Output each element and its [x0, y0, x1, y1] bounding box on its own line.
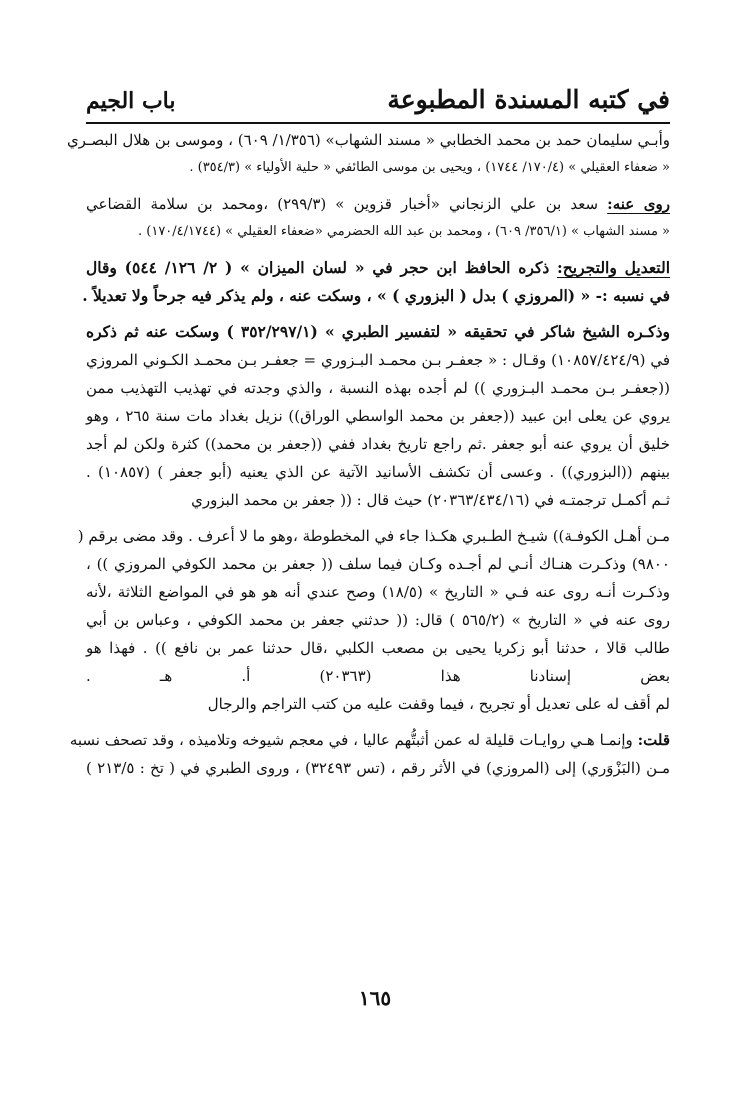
text-line: خليق أن يروي عنه أبو جعفر .ثم راجع تاريخ بغداد ففي ((جعفر بن محمد)) كثرة ولكن لم أجد — [86, 435, 670, 453]
text-line: لم أقف له على تعديل أو تجريح ، فيما وقفت عليه من كتب التراجم والرجال — [207, 695, 670, 713]
text-line: ٩٨٠٠) وذكـرت هنـاك أنـي لم أجـده وكـان فيما سلف (( جعفر بن محمد الكوفي المروزي )) ، — [86, 555, 670, 573]
text-line: مـن أهـل الكوفـة)) شيـخ الطـبري هكـذا جاء في المخطوطة ،وهو ما لا أعرف . وقد مضى برقم ( — [77, 527, 670, 545]
header-rule — [86, 122, 670, 124]
chapter-title: باب الجيم — [86, 88, 176, 114]
text-line: وذكـرت أنـه روى عنه فـي « التاريخ » (١٨/٥) وصح عندي أنه هو هو في المواضع الثلاثة ،لأنه — [86, 583, 670, 601]
text-line: مـن (البَزْوَري) إلى (المروزي) في الأثر رقم ، (تس ٣٢٤٩٣) ، وروى الطبري في ( تخ : ٢١٣/٥ ) — [86, 759, 670, 777]
text-line: طالب قالا ، حدثنا أبو زكريا يحيى بن مصعب الكلبي ،قال حدثنا عمر بن نافع )) . فهذا هو — [86, 639, 670, 657]
text-line: في (١٠٨٥٧/٤٢٤/٩) وقـال : « جعفـر بـن محمـد البـزوري = جعفـر بـن محمـد الكـوني المروزي — [86, 351, 670, 369]
text-line: قلت: وإنمـا هـي روايـات قليلة له عمن أثبتُّهم عاليا ، في معجم شيوخه وتلاميذه ، وقد تصحف نسبه — [69, 731, 670, 749]
text-line: روى عنه: سعد بن علي الزنجاني «أخبار قزوين » (٢٩٩/٣) ،ومحمد بن سلامة القضاعي — [86, 195, 670, 213]
text-line: التعديل والتجريح: ذكره الحافظ ابن حجر في « لسان الميزان » ( ٢/ ١٢٦/ ٥٤٤) وقال — [86, 258, 671, 277]
text-line: بعض إسنادنا هذا (٢٠٣٦٣) أ. هـ . — [86, 667, 670, 685]
page-body — [66, 126, 671, 810]
page-number: ١٦٥ — [358, 986, 392, 1010]
section-label: التعديل والتجريح: — [557, 258, 671, 277]
text-line: روى عنه في « التاريخ » (٥٦٥/٢ ) قال: (( حدثني جعفر بن محمد الكوفي ، وعباس بن أبي — [86, 611, 671, 629]
text-line: « مسند الشهاب » (٣٥٦/١/ ٦٠٩) ، ومحمد بن عبد الله الحضرمي «ضعفاء العقيلي » (١٧٠/٤/١٧٤٤) . — [138, 224, 670, 239]
text-line: ((جعفـر بـن محمـد البـزوري )) لم أجده بهذه النسبة ، والذي وجدته في تهذيب التهذيب ممن — [86, 379, 670, 397]
text-line: « ضعفاء العقيلي » (١٧٠/٤/ ١٧٤٤) ، ويحيى بن موسى الطائفي « حلية الأولياء » (٣٥٤/٣) . — [189, 160, 670, 175]
text-line — [86, 782, 670, 810]
text-line: ثـم أكمـل ترجمتـه في (٢٠٣٦٣/٤٣٤/١٦) حيث قال : (( جعفر بن محمد البزوري — [191, 491, 670, 509]
running-header — [86, 78, 670, 114]
text-line: وذكـره الشيخ شاكر في تحقيقه « لتفسير الطبري » (٣٥٢/٢٩٧/١ ) وسكت عنه ثم ذكره — [86, 322, 670, 341]
text-line: بينهم ((البزوري)) . وعسى أن تكشف الأسانيد الآتية عن الذي يعنيه (أبو جعفر ) (١٠٨٥٧) . — [86, 463, 670, 481]
section-label: روى عنه: — [607, 195, 670, 213]
text-line: في نسبه :- « (المروزي ) بدل ( البزوري ) » ، وسكت عنه ، ولم يذكر فيه جرحاً ولا تعديلاً . — [82, 286, 670, 305]
section-label: قلت: — [637, 731, 670, 749]
text-line: يروي عن يعلى ابن عبيد ((جعفر بن محمد الواسطي الوراق)) نزيل بغداد مات سنة ٢٦٥ ، وهو — [86, 407, 671, 425]
book-title: في كتبه المسندة المطبوعة — [387, 85, 670, 114]
text-line: وأبـي سليمان حمد بن محمد الخطابي « مسند الشهاب» (١/٣٥٦/ ٦٠٩) ، وموسى بن هلال البصـري — [66, 131, 670, 149]
